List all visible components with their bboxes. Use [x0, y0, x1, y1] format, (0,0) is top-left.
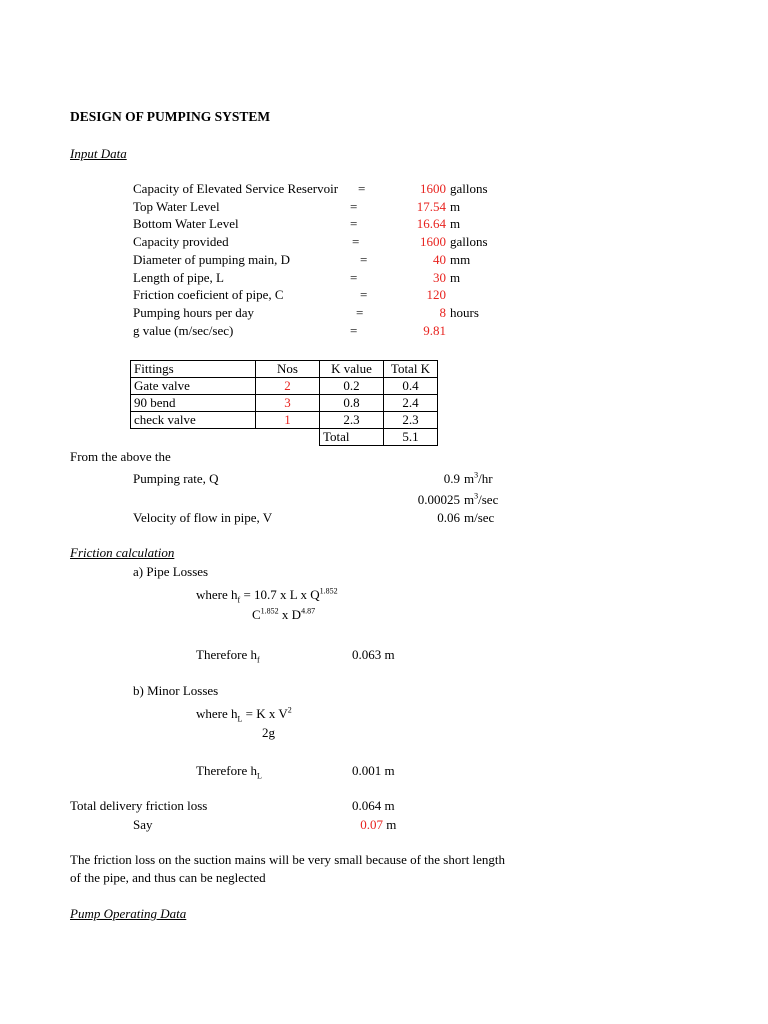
pipe-losses-result: 0.063 m [352, 647, 395, 662]
fittings-col-header: Fittings [131, 361, 256, 378]
input-label: Friction coeficient of pipe, C [133, 287, 284, 303]
input-value: 17.54 [416, 198, 446, 214]
table-row [131, 412, 438, 429]
input-label: Pumping hours per day [133, 304, 254, 320]
input-equals: = [360, 251, 368, 267]
fitting-k: 2.3 [320, 412, 384, 429]
total-row [131, 429, 438, 446]
table-row [131, 395, 438, 412]
from-above-text: From the above the [70, 449, 171, 464]
fitting-nos: 2 [256, 378, 320, 395]
input-unit: m [450, 269, 461, 285]
input-equals: = [350, 216, 358, 232]
input-equals: = [350, 322, 358, 338]
input-label: Length of pipe, L [133, 269, 224, 285]
input-data-heading: Input Data [70, 146, 127, 161]
pipe-losses-denominator: $C^{1.852}$ x $D^{4.87}$ [252, 606, 316, 622]
input-unit: m [450, 198, 461, 214]
input-equals: = [350, 198, 358, 214]
fitting-k: 0.2 [320, 378, 384, 395]
input-equals: = [356, 304, 364, 320]
friction-heading: Friction calculation [70, 545, 175, 560]
velocity-label: Velocity of flow in pipe, V [133, 510, 273, 525]
fitting-name: Gate valve [131, 378, 256, 395]
input-value: 30 [433, 269, 446, 285]
fittings-table [130, 360, 438, 446]
say-label: Say [133, 817, 153, 832]
input-value: 16.64 [416, 216, 446, 232]
minor-losses-denominator: 2g [262, 725, 275, 740]
input-unit: mm [450, 251, 471, 267]
minor-losses-therefore: Therefore $h_L$ [196, 763, 262, 781]
pipe-losses-formula: where $h_f = 10.7$ x L x $Q^{1.852}$ [196, 586, 338, 605]
input-label: Diameter of pumping main, D [133, 251, 291, 267]
pump-operating-heading: Pump Operating Data [70, 906, 187, 921]
pipe-losses-therefore: Therefore $h_f$ [196, 647, 260, 665]
minor-losses-result: 0.001 m [352, 763, 395, 778]
fitting-nos: 1 [256, 412, 320, 429]
fitting-nos: 3 [256, 395, 320, 412]
input-label: g value (m/sec/sec) [133, 322, 234, 338]
total-friction-label: Total delivery friction loss [70, 798, 208, 813]
input-equals: = [350, 269, 358, 285]
fittings-header-row [131, 361, 438, 378]
input-value: 8 [439, 304, 446, 320]
input-label: Top Water Level [133, 198, 220, 214]
total-label: Total [320, 429, 384, 446]
pumping-rate-label: Pumping rate, Q [133, 471, 219, 486]
note-line-2: of the pipe, and thus can be neglected [70, 870, 266, 885]
velocity-value: 0.06 [437, 510, 460, 525]
velocity-unit: m/sec [464, 510, 495, 525]
pumping-rate-sec-value: 0.00025 [417, 492, 460, 507]
page-title: DESIGN OF PUMPING SYSTEM [70, 109, 271, 124]
input-label: Capacity of Elevated Service Reservoir [133, 181, 339, 196]
pumping-rate-hr-value: 0.9 [443, 471, 460, 486]
input-label: Bottom Water Level [133, 216, 239, 232]
fitting-k: 0.8 [320, 395, 384, 412]
total-k-col-header: Total K [384, 361, 438, 378]
say-result: 0.07 m [360, 817, 397, 832]
fitting-name: 90 bend [131, 395, 256, 412]
minor-losses-label: b) Minor Losses [133, 683, 219, 698]
input-equals: = [358, 181, 366, 196]
input-label: Capacity provided [133, 234, 229, 250]
input-value: 40 [433, 251, 446, 267]
fitting-total: 0.4 [384, 378, 438, 395]
input-equals: = [360, 287, 368, 303]
table-row [131, 378, 438, 395]
input-value: 9.81 [423, 322, 446, 338]
input-unit: hours [450, 304, 479, 320]
fitting-total: 2.4 [384, 395, 438, 412]
pumping-rate-sec-unit: $m^3/\sec$ [464, 491, 499, 507]
input-equals: = [352, 234, 360, 250]
input-value: 1600 [420, 181, 446, 196]
pumping-rate-hr-unit: $m^3/hr$ [464, 470, 493, 486]
total-value: 5.1 [384, 429, 438, 446]
fitting-total: 2.3 [384, 412, 438, 429]
total-friction-result: 0.064 m [352, 798, 395, 813]
input-unit: gallons [450, 234, 488, 250]
note-line-1: The friction loss on the suction mains will be very small because of the short length [70, 852, 506, 867]
input-value: 1600 [420, 234, 446, 250]
minor-losses-formula: where $h_L = K$ x $V^2$ [196, 705, 292, 724]
nos-col-header: Nos [256, 361, 320, 378]
pipe-losses-label: a) Pipe Losses [133, 564, 209, 579]
k-value-col-header: K value [320, 361, 384, 378]
input-value: 120 [426, 287, 446, 303]
fitting-name: check valve [131, 412, 256, 429]
input-unit: gallons [450, 181, 488, 196]
input-unit: m [450, 216, 461, 232]
